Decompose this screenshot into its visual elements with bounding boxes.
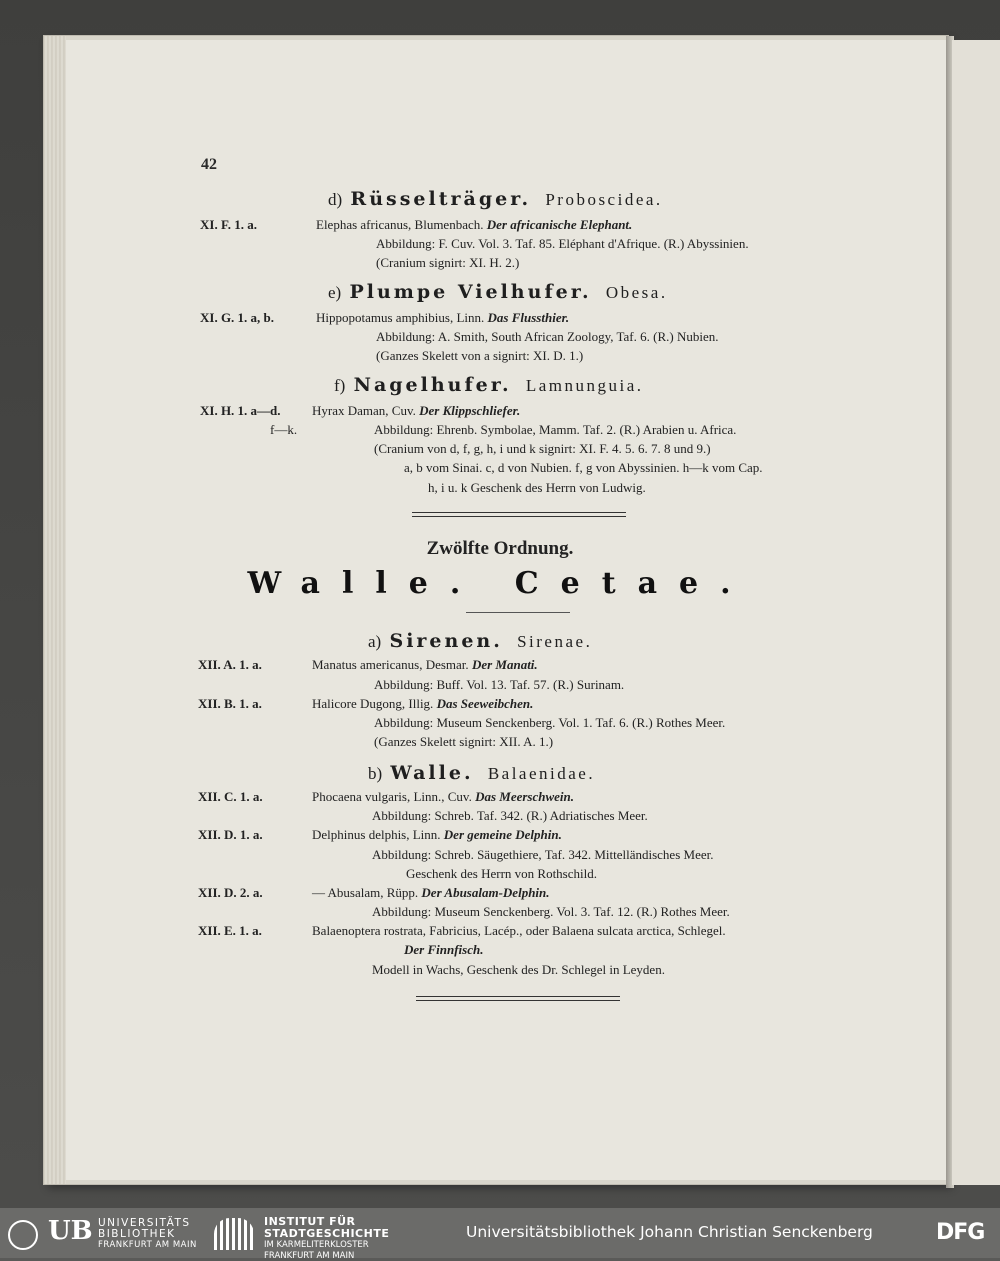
entry-line: — Abusalam, Rüpp. Der Abusalam-Delphin. [312,885,550,900]
entry-line: a, b vom Sinai. c, d von Nubien. f, g von Abyssinien. h—k vom Cap. [404,460,763,475]
entry-line: Balaenoptera rostrata, Fabricius, Lacép., oder Balaena sulcata arctica, Schlegel. [312,923,726,938]
entry-code: XII. D. 2. a. [198,885,263,900]
entry-line: h, i u. k Geschenk des Herrn von Ludwig. [428,480,646,495]
book-page [66,40,946,1180]
entry-line: Abbildung: Museum Senckenberg. Vol. 3. Taf. 12. (R.) Rothes Meer. [372,904,730,919]
entry-code: XII. C. 1. a. [198,789,263,804]
entry-line: Elephas africanus, Blumenbach. Der africanische Elephant. [316,217,633,232]
page-edges [44,36,66,1184]
entry-line: (Ganzes Skelett signirt: XII. A. 1.) [374,734,554,749]
entry-line: Abbildung: F. Cuv. Vol. 3. Taf. 85. Eléphant d'Afrique. (R.) Abyssinien. [376,236,749,251]
section-heading-balaenidae: b) Walle. Balaenidae. [368,762,596,784]
entry-code: XI. F. 1. a. [200,217,257,232]
title-underline [466,612,570,613]
entry-code: f—k. [270,422,298,437]
entry-code: XI. G. 1. a, b. [200,310,275,325]
order-title: Zwölfte Ordnung. [426,538,574,559]
entry-line: Abbildung: Schreb. Taf. 342. (R.) Adriatisches Meer. [372,808,648,823]
entry-line: Abbildung: Museum Senckenberg. Vol. 1. Taf. 6. (R.) Rothes Meer. [374,715,726,730]
facing-page [952,40,1000,1185]
entry-line: Hippopotamus amphibius, Linn. Das Flussthier. [316,310,570,325]
entry-line: Delphinus delphis, Linn. Der gemeine Delphin. [312,827,562,842]
divider-rule [412,512,626,517]
entry-line: Abbildung: A. Smith, South African Zoology, Taf. 6. (R.) Nubien. [376,329,719,344]
entry-line: (Cranium signirt: XI. H. 2.) [376,255,520,270]
portrait-icon [8,1220,38,1250]
entry-line: Hyrax Daman, Cuv. Der Klippschliefer. [312,403,521,418]
entry-line: (Cranium von d, f, g, h, i und k signirt: XI. F. 4. 5. 6. 7. 8 und 9.) [374,441,711,456]
library-link[interactable]: Universitätsbibliothek Johann Christian Senckenberg [466,1223,873,1241]
dfg-logo[interactable]: DFG [936,1220,985,1245]
ub-logo[interactable]: UB [4,1216,92,1250]
entry-line: Abbildung: Ehrenb. Symbolae, Mamm. Taf. 2. (R.) Arabien u. Africa. [374,422,737,437]
entry-line: Abbildung: Schreb. Säugethiere, Taf. 342. Mittelländisches Meer. [372,847,714,862]
entry-code: XII. B. 1. a. [198,696,262,711]
page-number: 42 [201,156,217,173]
isg-name: INSTITUT FÜR STADTGESCHICHTE IM KARMELITERKLOSTER FRANKFURT AM MAIN [264,1215,390,1261]
entry-line: Modell in Wachs, Geschenk des Dr. Schlegel in Leyden. [372,962,665,977]
isg-logo-icon[interactable] [214,1218,254,1250]
divider-rule [416,996,620,1001]
entry-code: XII. D. 1. a. [198,827,263,842]
entry-line: Manatus americanus, Desmar. Der Manati. [312,657,538,672]
section-heading-lamnunguia: f) Nagelhufer. Lamnunguia. [334,374,644,396]
ub-name: UNIVERSITÄTS BIBLIOTHEK FRANKFURT AM MAIN [98,1217,197,1250]
entry-line: (Ganzes Skelett von a signirt: XI. D. 1.) [376,348,584,363]
footer-bar [0,1208,1000,1261]
entry-line: Abbildung: Buff. Vol. 13. Taf. 57. (R.) Surinam. [374,677,625,692]
entry-code: XI. H. 1. a—d. [200,403,281,418]
entry-line: Geschenk des Herrn von Rothschild. [406,866,597,881]
entry-line: Halicore Dugong, Illig. Das Seeweibchen. [312,696,534,711]
section-heading-sirenae: a) Sirenen. Sirenae. [368,630,593,652]
entry-code: XII. E. 1. a. [198,923,262,938]
entry-code: XII. A. 1. a. [198,657,262,672]
section-heading-obesa: e) Plumpe Vielhufer. Obesa. [328,281,668,303]
entry-line: Der Finnfisch. [404,942,484,957]
entry-line: Phocaena vulgaris, Linn., Cuv. Das Meerschwein. [312,789,575,804]
main-title: Walle. Cetae. [247,566,753,601]
section-heading-proboscidea: d) Rüsselträger. Proboscidea. [328,188,663,210]
